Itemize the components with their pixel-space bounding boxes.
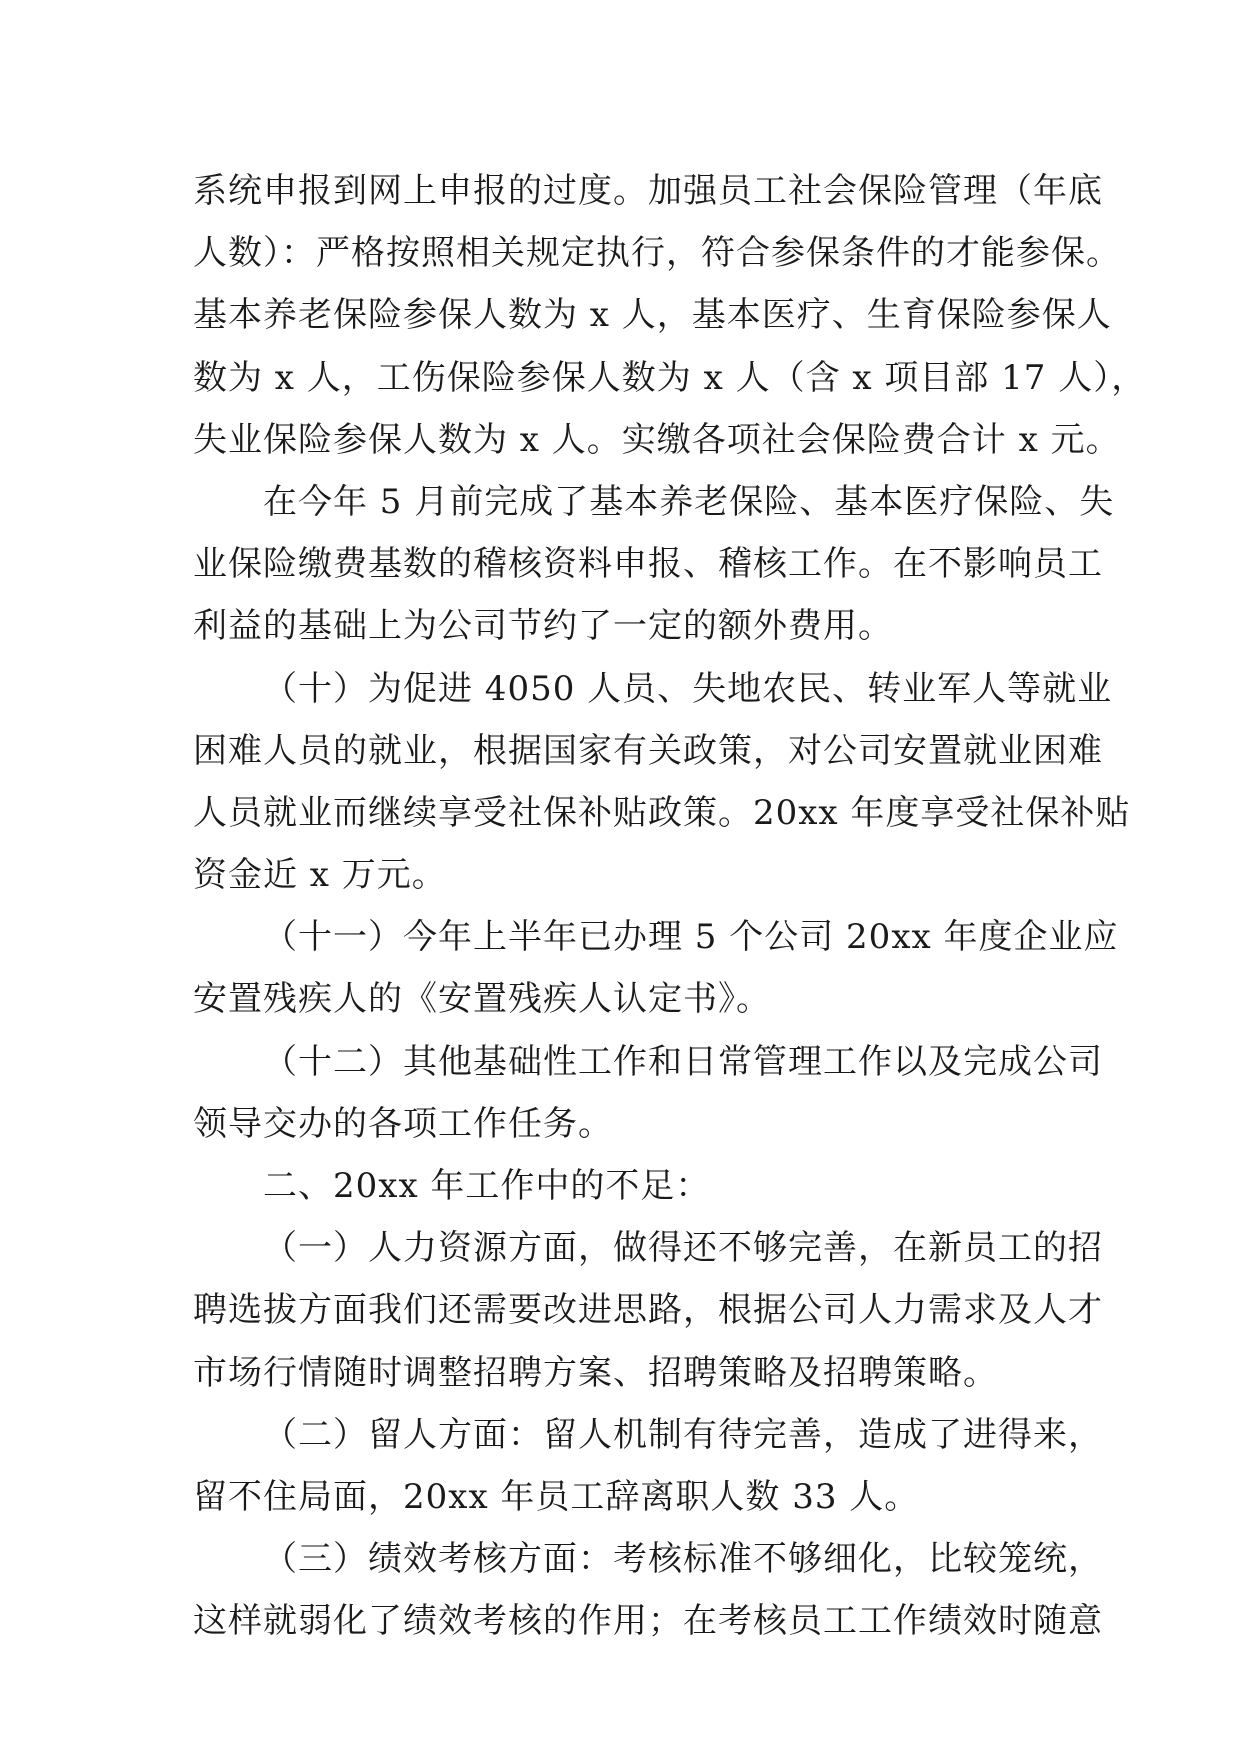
paragraph-start-line: （十一）今年上半年已办理 5 个公司 20xx 年度企业应 [263, 917, 1119, 958]
section-heading: 二、20xx 年工作中的不足： [263, 1166, 711, 1206]
text-line: 聘选拔方面我们还需要改进思路，根据公司人力需求及人才 [193, 1290, 1103, 1331]
text-line: 人员就业而继续享受社保补贴政策。20xx 年度享受社保补贴 [193, 792, 1131, 833]
text-line: 安置残疾人的《安置残疾人认定书》。 [193, 979, 771, 1020]
paragraph-start-line: （三）绩效考核方面：考核标准不够细化，比较笼统， [263, 1539, 1103, 1580]
text-line: 失业保险参保人数为 x 人。实缴各项社会保险费合计 x 元。 [193, 419, 1121, 460]
paragraph-start-line: （二）留人方面：留人机制有待完善，造成了进得来， [263, 1414, 1103, 1455]
text-line: 基本养老保险参保人数为 x 人，基本医疗、生育保险参保人 [193, 295, 1112, 336]
text-line: 业保险缴费基数的稽核资料申报、稽核工作。在不影响员工 [193, 544, 1103, 585]
paragraph-start-line: （一）人力资源方面，做得还不够完善，在新员工的招 [263, 1228, 1103, 1269]
paragraph-start-line: （十）为促进 4050 人员、失地农民、转业军人等就业 [263, 668, 1113, 709]
text-line: 资金近 x 万元。 [193, 855, 447, 896]
text-line: 系统申报到网上申报的过度。加强员工社会保险管理（年底 [193, 171, 1103, 211]
text-line: 领导交办的各项工作任务。 [193, 1103, 613, 1144]
text-line: 这样就弱化了绩效考核的作用；在考核员工工作绩效时随意 [193, 1601, 1103, 1642]
text-line: 留不住局面，20xx 年员工辞离职人数 33 人。 [193, 1476, 920, 1517]
text-line: 数为 x 人，工伤保险参保人数为 x 人（含 x 项目部 17 人）， [193, 357, 1147, 398]
paragraph-start-line: （十二）其他基础性工作和日常管理工作以及完成公司 [263, 1041, 1103, 1082]
body-text [193, 160, 1147, 1653]
text-line: 利益的基础上为公司节约了一定的额外费用。 [193, 606, 893, 647]
text-line: 困难人员的就业，根据国家有关政策，对公司安置就业困难 [193, 730, 1103, 771]
text-line: 市场行情随时调整招聘方案、招聘策略及招聘策略。 [193, 1352, 998, 1393]
paragraph-start-line: 在今年 5 月前完成了基本养老保险、基本医疗保险、失 [263, 481, 1115, 522]
text-line: 人数）：严格按照相关规定执行，符合参保条件的才能参保。 [193, 233, 1121, 274]
